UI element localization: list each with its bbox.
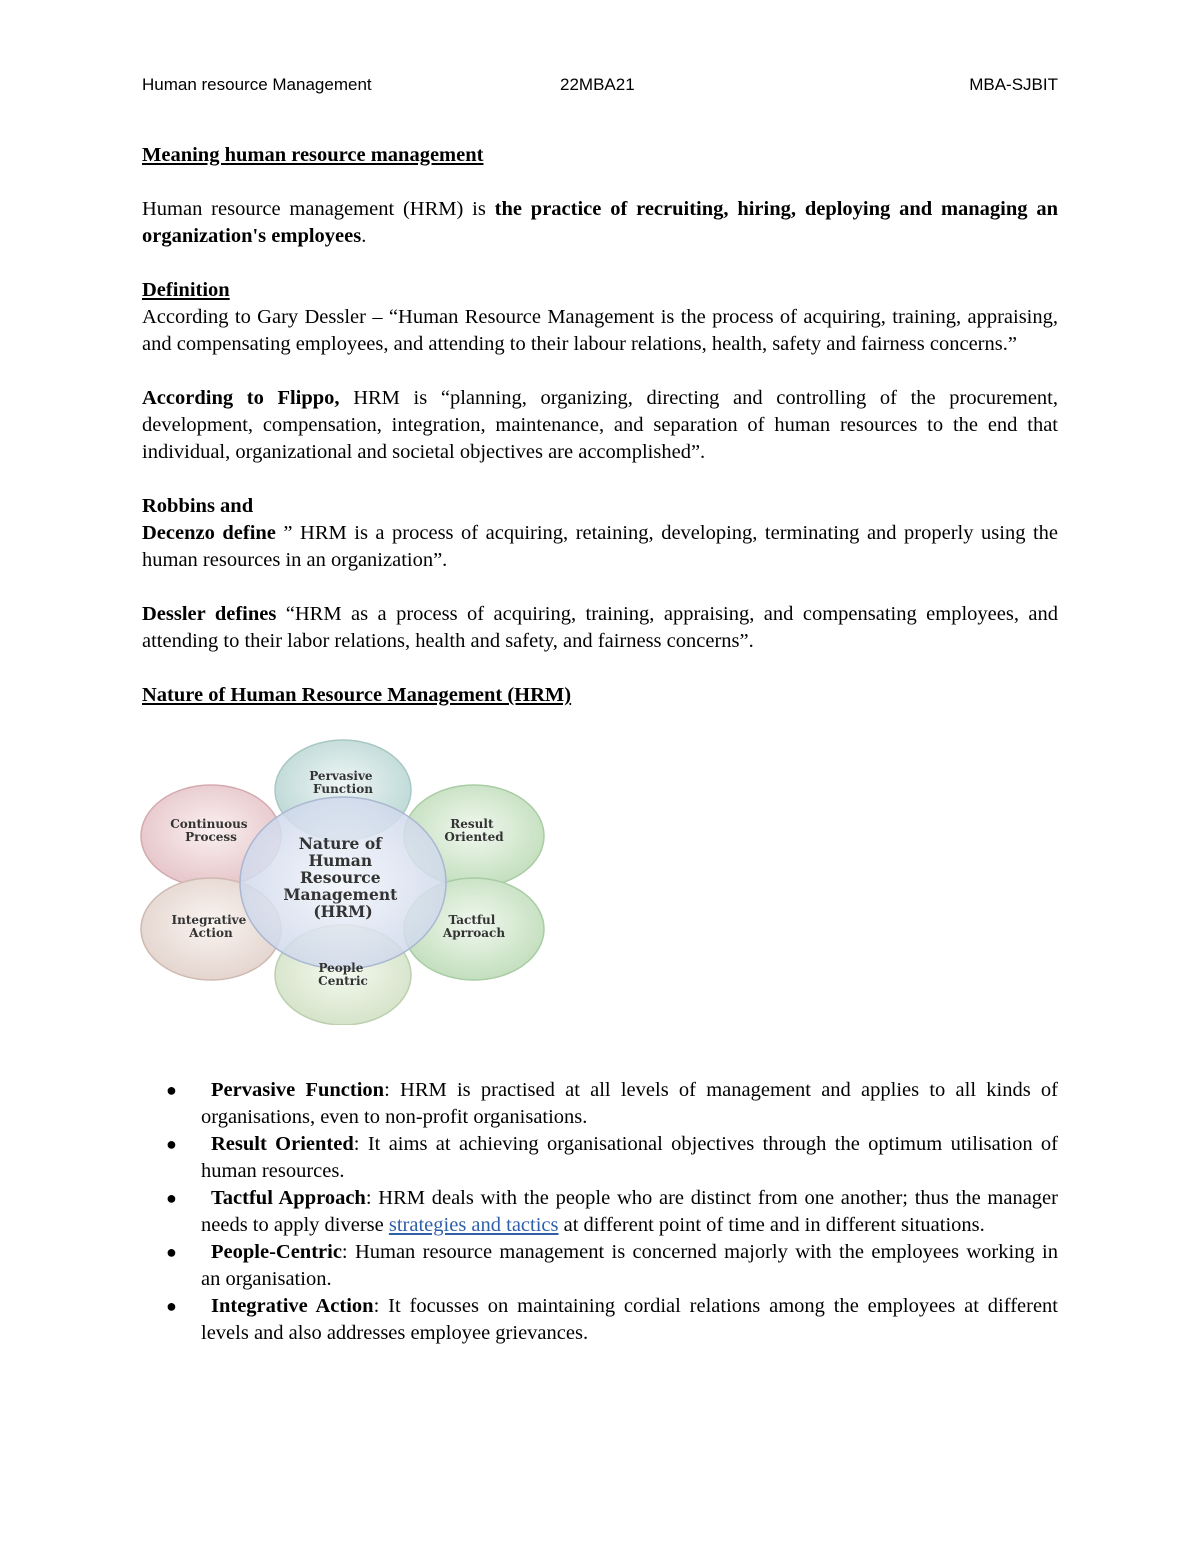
robbins-label: Robbins and xyxy=(142,495,254,517)
tactful-label: Tactful Aprroach xyxy=(442,913,506,940)
bullet-text: : It aims at achieving organisational objectives through the optimum utilisation of human resources. xyxy=(201,1133,1059,1182)
nature-heading: Nature of Human Resource Management (HRM) xyxy=(142,684,572,706)
list-item xyxy=(142,1077,1058,1131)
bullet-text: : It focusses on maintaining cordial relations among the employees at different levels and also addresses employee grievances. xyxy=(201,1295,1058,1344)
bullet-title: Tactful Approach xyxy=(211,1187,366,1209)
meaning-text-end: . xyxy=(361,225,367,247)
bullet-title: Pervasive Function xyxy=(211,1079,385,1101)
bullet-icon: ● xyxy=(166,1080,177,1100)
integrative-label: Integrative Action xyxy=(171,913,247,940)
header-institution: MBA-SJBIT xyxy=(969,75,1058,94)
people-label: People Centric xyxy=(318,961,368,988)
dessler-definition-2 xyxy=(142,601,1058,655)
bullet-title: Integrative Action xyxy=(211,1295,374,1317)
bullet-text: : HRM is practised at all levels of management and applies to all kinds of organisations, even to non-profit organisations. xyxy=(201,1079,1058,1128)
bullet-text: : Human resource management is concerned majorly with the employees working in an organisation. xyxy=(201,1241,1058,1290)
continuous-label: Continuous Process xyxy=(170,817,248,844)
bullet-text: : HRM deals with the people who are distinct from one another; thus the manager needs to apply diverse xyxy=(201,1187,1058,1236)
pervasive-label: Pervasive Function xyxy=(309,769,373,796)
dessler-text: “HRM as a process of acquiring, training, appraising, and compensating employees, and attending to their labor relations, health and safety, and fairness concerns”. xyxy=(142,603,1058,652)
bullet-title: Result Oriented xyxy=(211,1133,354,1155)
meaning-text: Human resource management (HRM) is xyxy=(142,198,495,220)
meaning-heading: Meaning human resource management xyxy=(142,144,484,166)
bullet-icon: ● xyxy=(166,1134,177,1154)
list-item xyxy=(142,1131,1058,1185)
robbins-text: ” HRM is a process of acquiring, retaining, developing, terminating and properly using the human resources in an organization”. xyxy=(142,522,1058,571)
list-item xyxy=(142,1185,1058,1239)
bullet-icon: ● xyxy=(166,1296,177,1316)
decenzo-label: Decenzo define xyxy=(142,522,276,544)
nature-of-hrm-diagram xyxy=(138,735,548,1025)
flippo-text: HRM is “planning, organizing, directing and controlling of the procurement, development, compensation, integration, maintenance, and separation of human resources to the end that individual, organizational and societal objectives are accomplished”. xyxy=(142,387,1058,463)
bullet-title: People-Centric xyxy=(211,1241,342,1263)
result-label: Result Oriented xyxy=(444,817,504,844)
list-item xyxy=(142,1293,1058,1347)
bullet-icon: ● xyxy=(166,1242,177,1262)
center-label: Nature of Human Resource Management (HRM) xyxy=(283,834,398,921)
header-course-title: Human resource Management xyxy=(142,75,372,94)
header-course-code: 22MBA21 xyxy=(560,75,635,94)
robbins-label-line xyxy=(142,493,1058,520)
nature-bullet-list xyxy=(142,1077,1058,1347)
definition-heading: Definition xyxy=(142,279,230,301)
document-body xyxy=(142,142,1058,709)
bullet-icon: ● xyxy=(166,1188,177,1208)
meaning-bold-text: the practice of recruiting, hiring, deploying and managing an organization's employees xyxy=(142,198,1059,247)
bullet-text-after: at different point of time and in different situations. xyxy=(558,1214,985,1236)
dessler-definition: According to Gary Dessler – “Human Resource Management is the process of acquiring, training, appraising, and compensating employees, and attending to their labour relations, health, safety and fairness concerns.” xyxy=(142,306,1058,355)
list-item xyxy=(142,1239,1058,1293)
page-header xyxy=(142,75,1058,99)
strategies-tactics-link[interactable]: strategies and tactics xyxy=(388,1214,559,1236)
flippo-label: According to Flippo, xyxy=(142,387,340,409)
dessler-label: Dessler defines xyxy=(142,603,277,625)
robbins-definition xyxy=(142,520,1058,574)
meaning-paragraph xyxy=(142,196,1058,250)
flippo-definition xyxy=(142,385,1058,466)
